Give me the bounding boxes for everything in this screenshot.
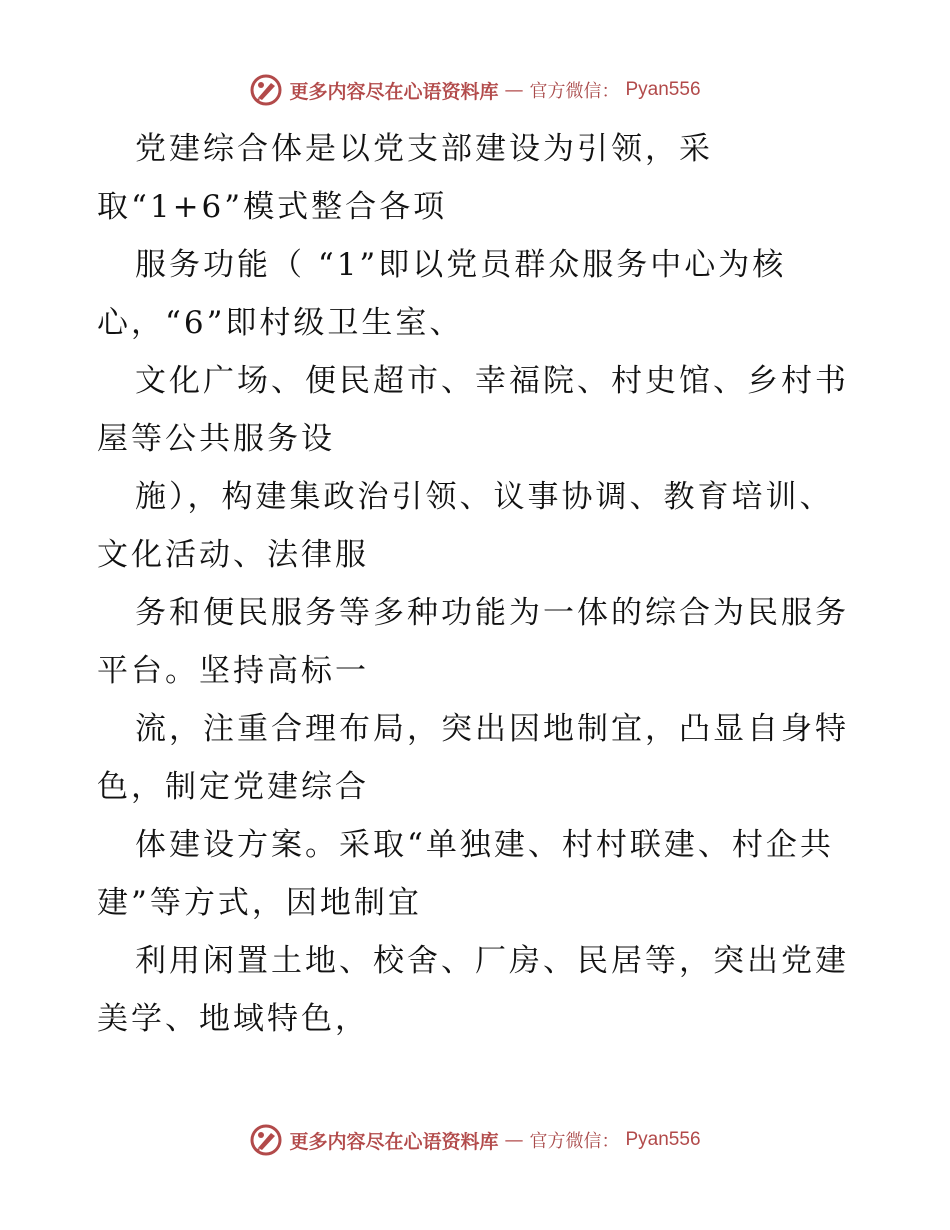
- body-line: 服务功能（ “1”即以党员群众服务中心为核: [135, 247, 787, 283]
- watermark-wechat-id: Pyan556: [625, 1129, 701, 1150]
- body-line: 美学、地域特色，: [97, 1001, 369, 1037]
- body-line: 文化广场、便民超市、幸福院、村史馆、乡村书: [135, 363, 849, 399]
- body-line: 施），构建集政治引领、议事协调、教育培训、: [135, 479, 834, 515]
- watermark-brand: 更多内容尽在心语资料库: [289, 1130, 499, 1153]
- watermark-official-label: 官方微信：: [529, 1131, 620, 1152]
- body-line: 平台。坚持高标一: [97, 653, 369, 689]
- watermark-dash: —: [504, 79, 524, 101]
- body-line: 色，制定党建综合: [97, 769, 369, 805]
- body-line: 体建设方案。采取“单独建、村村联建、村企共: [135, 827, 834, 863]
- document-body: [97, 120, 877, 1048]
- body-line: 务和便民服务等多种功能为一体的综合为民服务: [135, 595, 849, 631]
- header-watermark: [0, 70, 950, 110]
- body-line: 党建综合体是以党支部建设为引领，采: [135, 131, 713, 167]
- body-line: 心，“6”即村级卫生室、: [97, 305, 464, 341]
- pen-logo-icon: [249, 1123, 283, 1157]
- body-line: 屋等公共服务设: [97, 421, 335, 457]
- watermark-brand: 更多内容尽在心语资料库: [289, 80, 499, 103]
- footer-watermark: [0, 1120, 950, 1160]
- watermark-dash: —: [504, 1129, 524, 1151]
- body-line: 流，注重合理布局，突出因地制宜，凸显自身特: [135, 711, 849, 747]
- body-line: 建”等方式，因地制宜: [97, 885, 422, 921]
- pen-logo-icon: [249, 73, 283, 107]
- body-line: 利用闲置土地、校舍、厂房、民居等，突出党建: [135, 943, 849, 979]
- watermark-official-label: 官方微信：: [529, 81, 620, 102]
- body-line: 文化活动、法律服: [97, 537, 369, 573]
- body-line: 取“1+6”模式整合各项: [97, 189, 448, 225]
- watermark-wechat-id: Pyan556: [625, 79, 701, 100]
